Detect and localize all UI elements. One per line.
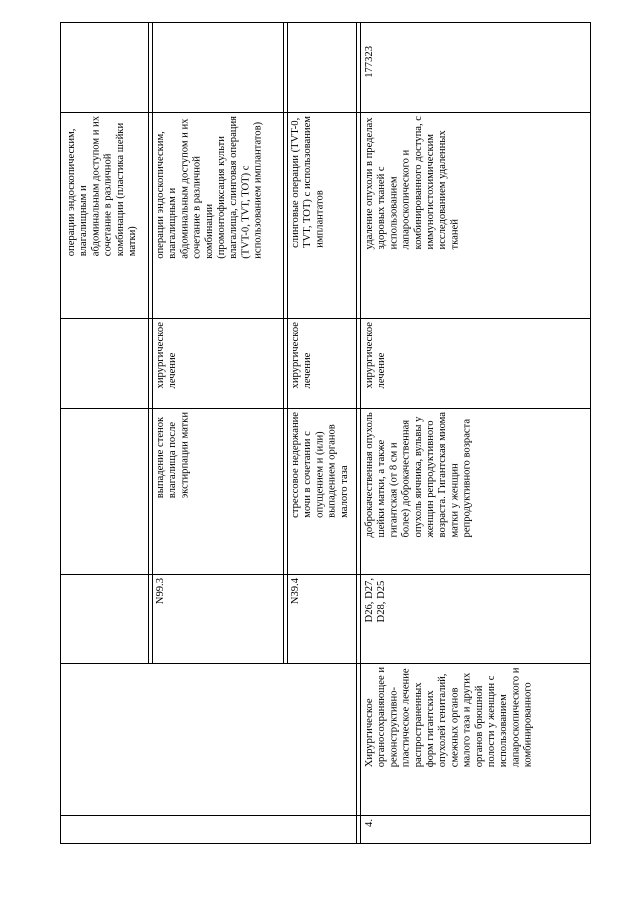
cell-line: использованием <box>388 176 400 250</box>
row-line-1b <box>152 22 153 663</box>
cell-code-n993 <box>155 578 167 604</box>
cell-line: сочетание в различной <box>102 153 114 257</box>
cell-line: репродуктивного возраста <box>461 418 473 538</box>
cell-line: комбинации (пластика шейки <box>114 122 126 257</box>
cell-line: иммуногистохимическим <box>425 134 437 250</box>
cell-line: хирургическое <box>290 322 301 389</box>
cell-line: D26, D27, <box>364 578 375 623</box>
cell-model-n993 <box>155 412 192 498</box>
cell-line: хирургическое <box>364 322 375 389</box>
col-line-number-name <box>60 815 591 816</box>
cell-line: D28, D25 <box>376 580 388 623</box>
cell-code-row4 <box>364 578 388 622</box>
cell-line: пластическое лечение <box>400 668 412 768</box>
col-line-method-extra <box>60 112 591 113</box>
cell-line: влагалища после <box>167 421 179 499</box>
cell-line: форм гигантских <box>425 690 437 768</box>
cell-line: выпадением органов <box>326 424 338 518</box>
cell-line: операции эндоскопическим, <box>155 131 166 259</box>
cell-line: возраста. Гигантская миома <box>437 412 449 538</box>
cell-line: влагалища, слинговая операция <box>228 116 240 259</box>
cell-line: имплантатов <box>314 190 326 248</box>
cell-line: смежных органов <box>449 687 461 768</box>
cell-line: лапароскопического и <box>400 149 412 250</box>
cell-line: абдоминальным доступом и их <box>179 118 191 259</box>
cell-name-row4 <box>364 667 535 767</box>
cell-line: тканей <box>449 219 461 250</box>
cell-line: (TVT-0, TVT, TOT) с <box>240 165 252 259</box>
row-line-2b <box>287 22 288 663</box>
cell-line: удаление опухоли в пределах <box>364 117 375 250</box>
cell-line: использованием имплантатов) <box>252 121 264 259</box>
cell-line: шейки матки, а также <box>376 439 388 538</box>
page-number: 177323 <box>364 46 375 78</box>
cell-line: малого таза <box>338 465 350 518</box>
cell-line: N39.4 <box>290 578 301 605</box>
cell-line: матки у женщин <box>449 463 461 538</box>
cell-code-n394 <box>290 578 302 604</box>
cell-line: женщин репродуктивного <box>425 420 437 538</box>
row-line-3 <box>356 22 357 844</box>
cell-line: более) доброкачественная <box>400 419 412 538</box>
cell-line: (промонтофиксация культи <box>216 136 228 259</box>
cell-line: здоровых тканей с <box>376 166 388 250</box>
cell-line: Хирургическое <box>364 698 375 768</box>
cell-line: комбинированного <box>522 682 534 768</box>
row-line-1 <box>148 22 149 663</box>
cell-line: TVT, TOT) с использованием <box>302 116 314 248</box>
cell-line: распространенных <box>412 682 424 768</box>
cell-line: лечение <box>167 352 179 389</box>
cell-treatment-n993 <box>155 322 179 388</box>
cell-line: реконструктивно- <box>388 686 400 768</box>
cell-method-n394 <box>290 116 327 248</box>
cell-line: комбинации <box>203 203 215 259</box>
row-line-2 <box>283 22 284 663</box>
col-line-code-model <box>60 574 591 575</box>
cell-line: полости у женщин с <box>486 675 498 768</box>
cell-line: сочетание в различной <box>191 156 203 259</box>
cell-line: выпадение стенок <box>155 416 166 499</box>
cell-line: стрессовое недержание <box>290 412 301 518</box>
cell-model-n394 <box>290 412 351 518</box>
cell-line: абдоминальным доступом и их <box>90 116 102 257</box>
col-line-treatment-method <box>60 318 591 319</box>
cell-line: опухолей гениталий, <box>437 673 449 768</box>
cell-line: N99.3 <box>155 578 166 605</box>
cell-line: доброкачественная опухоль <box>364 412 375 538</box>
cell-line: операции эндоскопическим, <box>66 128 77 257</box>
cell-line: гигантская (от 8 см и <box>388 442 400 538</box>
cell-line: комбинированного доступа, с <box>412 116 424 250</box>
row-line-3b <box>360 22 361 844</box>
cell-line: матки) <box>127 226 139 257</box>
cell-line: влагалищным и <box>167 187 179 259</box>
cell-line: лапароскопического и <box>510 667 522 768</box>
col-line-name-code <box>60 663 591 664</box>
cell-line: мочи в сочетании с <box>302 431 314 518</box>
cell-line: экстирпации матки <box>179 412 191 499</box>
cell-treatment-row4 <box>364 322 388 388</box>
cell-line: влагалищным и <box>78 185 90 257</box>
cell-line: малого таза и других <box>461 672 473 768</box>
cell-line: хирургическое <box>155 322 166 389</box>
cell-line: лечение <box>302 352 314 389</box>
cell-line: органов брюшной <box>473 685 485 768</box>
col-line-model-treatment <box>60 408 591 409</box>
cell-model-row4 <box>364 412 474 537</box>
cell-line: органосохраняющее и <box>376 667 388 768</box>
cell-line: опущением и (или) <box>314 431 326 518</box>
cell-line: использованием <box>498 694 510 768</box>
cell-treatment-n394 <box>290 322 314 388</box>
cell-line: опухоль яичника, вульвы у <box>412 416 424 538</box>
cell-method-n993 <box>155 116 265 259</box>
cell-number-row4: 4. <box>364 819 375 827</box>
cell-line: слинговые операции (TVT-0, <box>290 117 301 248</box>
cell-method-row4 <box>364 116 462 249</box>
cell-line: лечение <box>376 352 388 389</box>
cell-method-cont <box>66 116 139 256</box>
cell-line: исследованием удаленных <box>437 130 449 250</box>
